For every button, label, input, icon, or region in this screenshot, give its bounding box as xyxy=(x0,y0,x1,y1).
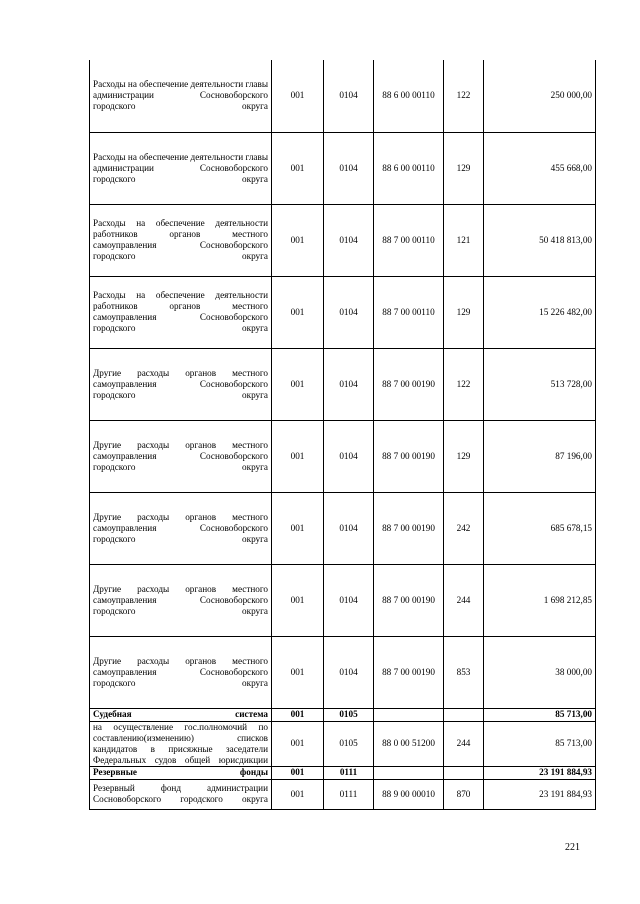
cell-target-article: 88 9 00 00010 xyxy=(374,779,444,809)
cell-section-code: 0104 xyxy=(324,60,374,132)
table-section-row xyxy=(90,766,596,779)
cell-description: Судебная система xyxy=(90,708,272,721)
cell-department-code: 001 xyxy=(272,348,324,420)
cell-expense-type: 129 xyxy=(444,132,484,204)
cell-section-code: 0104 xyxy=(324,636,374,708)
cell-target-article: 88 7 00 00110 xyxy=(374,276,444,348)
cell-department-code: 001 xyxy=(272,492,324,564)
cell-department-code: 001 xyxy=(272,204,324,276)
cell-department-code: 001 xyxy=(272,708,324,721)
cell-expense-type: 244 xyxy=(444,721,484,766)
cell-target-article: 88 6 00 00110 xyxy=(374,60,444,132)
cell-section-code: 0104 xyxy=(324,420,374,492)
cell-description: Расходы на обеспечение деятельности работников органов местного самоуправления Сосновоборского городского округа xyxy=(90,204,272,276)
cell-target-article: 88 0 00 51200 xyxy=(374,721,444,766)
cell-amount: 85 713,00 xyxy=(484,721,596,766)
table-row xyxy=(90,636,596,708)
cell-description: Другие расходы органов местного самоуправления Сосновоборского городского округа xyxy=(90,564,272,636)
cell-description: Другие расходы органов местного самоуправления Сосновоборского городского округа xyxy=(90,420,272,492)
cell-section-code: 0111 xyxy=(324,766,374,779)
cell-expense-type: 121 xyxy=(444,204,484,276)
cell-amount: 685 678,15 xyxy=(484,492,596,564)
cell-target-article: 88 7 00 00110 xyxy=(374,204,444,276)
cell-target-article xyxy=(374,708,444,721)
cell-section-code: 0104 xyxy=(324,348,374,420)
table-row xyxy=(90,132,596,204)
cell-section-code: 0104 xyxy=(324,564,374,636)
cell-target-article: 88 7 00 00190 xyxy=(374,636,444,708)
cell-expense-type: 129 xyxy=(444,420,484,492)
cell-amount: 85 713,00 xyxy=(484,708,596,721)
cell-description: Расходы на обеспечение деятельности работников органов местного самоуправления Сосновоборского городского округа xyxy=(90,276,272,348)
cell-description: Другие расходы органов местного самоуправления Сосновоборского городского округа xyxy=(90,492,272,564)
table-row xyxy=(90,779,596,809)
cell-section-code: 0104 xyxy=(324,204,374,276)
cell-amount: 455 668,00 xyxy=(484,132,596,204)
budget-table xyxy=(89,60,596,810)
cell-section-code: 0104 xyxy=(324,492,374,564)
cell-target-article: 88 6 00 00110 xyxy=(374,132,444,204)
cell-expense-type: 853 xyxy=(444,636,484,708)
cell-department-code: 001 xyxy=(272,132,324,204)
cell-amount: 23 191 884,93 xyxy=(484,766,596,779)
cell-amount: 87 196,00 xyxy=(484,420,596,492)
cell-section-code: 0104 xyxy=(324,276,374,348)
cell-department-code: 001 xyxy=(272,276,324,348)
table-row xyxy=(90,276,596,348)
cell-target-article xyxy=(374,766,444,779)
table-row xyxy=(90,60,596,132)
cell-section-code: 0105 xyxy=(324,708,374,721)
cell-department-code: 001 xyxy=(272,564,324,636)
cell-amount: 50 418 813,00 xyxy=(484,204,596,276)
cell-expense-type: 129 xyxy=(444,276,484,348)
cell-description: Резервный фонд администрации Сосновоборского городского округа xyxy=(90,779,272,809)
cell-amount: 250 000,00 xyxy=(484,60,596,132)
cell-description: Расходы на обеспечение деятельности главы администрации Сосновоборского городского округа xyxy=(90,60,272,132)
cell-description: на осуществление гос.полномочий по составлению(изменению) списков кандидатов в присяжные заседатели Федеральных судов общей юрисдикции xyxy=(90,721,272,766)
cell-department-code: 001 xyxy=(272,779,324,809)
cell-target-article: 88 7 00 00190 xyxy=(374,348,444,420)
table-row xyxy=(90,348,596,420)
cell-section-code: 0111 xyxy=(324,779,374,809)
cell-target-article: 88 7 00 00190 xyxy=(374,564,444,636)
cell-amount: 1 698 212,85 xyxy=(484,564,596,636)
cell-description: Резервные фонды xyxy=(90,766,272,779)
cell-expense-type: 122 xyxy=(444,348,484,420)
cell-expense-type: 870 xyxy=(444,779,484,809)
cell-department-code: 001 xyxy=(272,766,324,779)
page-number: 221 xyxy=(565,842,580,853)
cell-department-code: 001 xyxy=(272,420,324,492)
cell-section-code: 0104 xyxy=(324,132,374,204)
cell-amount: 513 728,00 xyxy=(484,348,596,420)
cell-expense-type xyxy=(444,766,484,779)
table-section-row xyxy=(90,708,596,721)
cell-description: Другие расходы органов местного самоуправления Сосновоборского городского округа xyxy=(90,636,272,708)
cell-section-code: 0105 xyxy=(324,721,374,766)
cell-description: Другие расходы органов местного самоуправления Сосновоборского городского округа xyxy=(90,348,272,420)
cell-amount: 23 191 884,93 xyxy=(484,779,596,809)
cell-expense-type: 122 xyxy=(444,60,484,132)
cell-expense-type: 242 xyxy=(444,492,484,564)
cell-expense-type xyxy=(444,708,484,721)
cell-target-article: 88 7 00 00190 xyxy=(374,492,444,564)
table-row xyxy=(90,420,596,492)
cell-department-code: 001 xyxy=(272,721,324,766)
cell-department-code: 001 xyxy=(272,60,324,132)
table-row xyxy=(90,721,596,766)
table-row xyxy=(90,204,596,276)
table-row xyxy=(90,564,596,636)
cell-department-code: 001 xyxy=(272,636,324,708)
cell-expense-type: 244 xyxy=(444,564,484,636)
cell-amount: 38 000,00 xyxy=(484,636,596,708)
table-row xyxy=(90,492,596,564)
cell-target-article: 88 7 00 00190 xyxy=(374,420,444,492)
cell-amount: 15 226 482,00 xyxy=(484,276,596,348)
cell-description: Расходы на обеспечение деятельности главы администрации Сосновоборского городского округа xyxy=(90,132,272,204)
budget-table-body xyxy=(90,60,596,809)
